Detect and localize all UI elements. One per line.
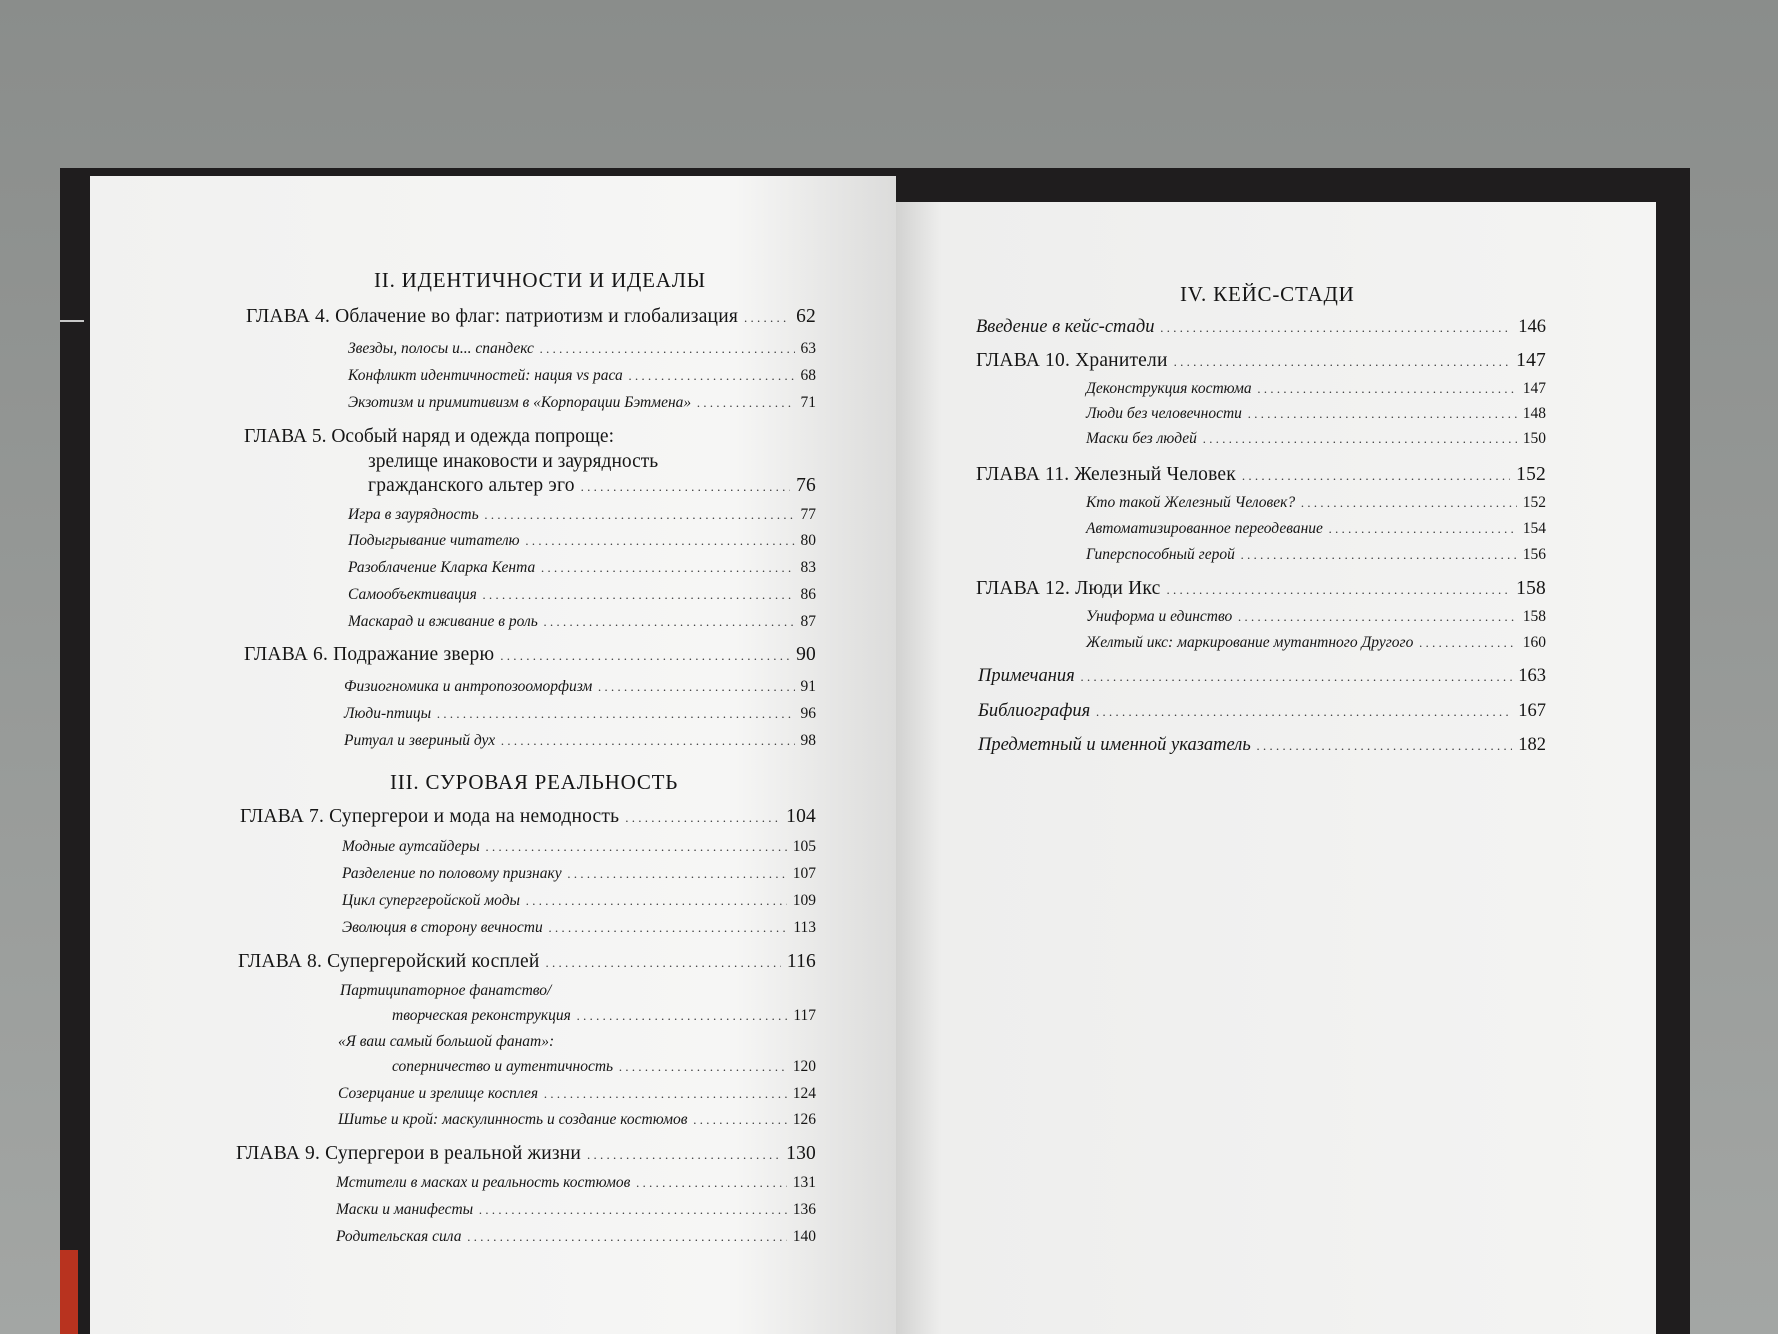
toc-subsection[interactable] xyxy=(392,1007,816,1025)
toc-page-number: 96 xyxy=(800,705,816,722)
toc-page-number: 152 xyxy=(1516,464,1546,485)
toc-subsection-line1[interactable]: «Я ваш самый большой фанат»: xyxy=(338,1033,555,1050)
toc-leader xyxy=(501,733,794,749)
toc-subsection[interactable] xyxy=(336,1174,816,1192)
toc-chapter-9[interactable] xyxy=(236,1143,816,1165)
section-title-iii: III. СУРОВАЯ РЕАЛЬНОСТЬ xyxy=(390,770,679,794)
toc-page-number: 150 xyxy=(1522,430,1546,447)
toc-leader xyxy=(1329,521,1517,537)
toc-chapter-6[interactable] xyxy=(244,644,816,666)
toc-label: ГЛАВА 8. Супергеройский косплей xyxy=(238,951,540,972)
toc-label: Подыгрывание читателю xyxy=(348,532,520,549)
toc-subsection[interactable] xyxy=(348,367,816,385)
toc-label: ГЛАВА 11. Железный Человек xyxy=(976,464,1236,485)
toc-label: Разоблачение Кларка Кента xyxy=(348,559,536,576)
toc-chapter-8[interactable] xyxy=(238,951,816,973)
toc-subsection[interactable] xyxy=(344,705,816,723)
book-spine-accent xyxy=(60,1250,78,1334)
toc-page-number: 152 xyxy=(1522,494,1546,511)
toc-page-number: 156 xyxy=(1522,546,1546,563)
toc-page-number: 80 xyxy=(800,532,816,549)
toc-subsection[interactable] xyxy=(336,1201,816,1219)
toc-page-number: 86 xyxy=(800,586,816,603)
toc-leader xyxy=(549,920,788,936)
toc-subsection[interactable] xyxy=(342,919,816,937)
toc-subsection[interactable] xyxy=(1086,608,1546,626)
toc-page-number: 163 xyxy=(1518,666,1546,686)
toc-bibliography[interactable] xyxy=(978,701,1546,722)
toc-leader xyxy=(479,1202,787,1218)
toc-leader xyxy=(1238,609,1516,625)
toc-label: Разделение по половому признаку xyxy=(342,865,562,882)
toc-label: ГЛАВА 12. Люди Икс xyxy=(976,578,1161,599)
toc-page-number: 77 xyxy=(800,506,816,523)
toc-leader xyxy=(636,1175,786,1191)
toc-leader xyxy=(526,893,787,909)
toc-page-number: 131 xyxy=(792,1174,816,1191)
toc-label: Маски и манифесты xyxy=(336,1201,474,1218)
toc-label: Самообъективация xyxy=(348,586,477,603)
toc-subsection[interactable] xyxy=(338,1111,816,1129)
toc-leader xyxy=(1258,381,1517,397)
toc-leader xyxy=(526,533,795,549)
toc-index[interactable] xyxy=(978,735,1546,756)
toc-label: Экзотизм и примитивизм в «Корпорации Бэтмена» xyxy=(348,394,692,411)
toc-page-number: 147 xyxy=(1516,350,1546,371)
toc-leader xyxy=(540,341,795,357)
toc-leader xyxy=(1160,320,1512,336)
toc-leader xyxy=(546,955,781,971)
toc-leader xyxy=(568,866,787,882)
toc-leader xyxy=(1241,547,1517,563)
toc-page-number: 71 xyxy=(800,394,816,411)
toc-label: Маскарад и вживание в роль xyxy=(348,613,538,630)
toc-page-number: 83 xyxy=(800,559,816,576)
toc-label: гражданского альтер эго xyxy=(368,475,575,496)
toc-leader xyxy=(544,614,795,630)
toc-leader xyxy=(486,839,787,855)
toc-page-number: 146 xyxy=(1518,317,1546,337)
toc-intro[interactable] xyxy=(976,317,1546,338)
toc-label: Кто такой Железный Человек? xyxy=(1086,494,1296,511)
toc-subsection[interactable] xyxy=(348,559,816,577)
toc-page-number: 154 xyxy=(1522,520,1546,537)
toc-page-number: 116 xyxy=(786,951,816,972)
toc-label: Предметный и именной указатель xyxy=(978,735,1251,755)
toc-page-number: 120 xyxy=(792,1058,816,1075)
toc-subsection[interactable] xyxy=(348,532,816,550)
toc-page-number: 160 xyxy=(1522,634,1546,651)
toc-leader xyxy=(1301,495,1517,511)
toc-subsection[interactable] xyxy=(1086,430,1546,448)
book-edge-strip xyxy=(60,320,84,322)
toc-leader xyxy=(1203,431,1517,447)
toc-page-number: 126 xyxy=(792,1111,816,1128)
toc-chapter-10[interactable] xyxy=(976,350,1546,372)
toc-leader xyxy=(629,368,795,384)
toc-page-number: 158 xyxy=(1522,608,1546,625)
toc-leader xyxy=(485,507,795,523)
toc-page-number: 167 xyxy=(1518,701,1546,721)
toc-subsection[interactable] xyxy=(342,892,816,910)
toc-page-number: 63 xyxy=(800,340,816,357)
toc-subsection[interactable] xyxy=(1086,494,1546,512)
toc-page-number: 130 xyxy=(786,1143,816,1164)
toc-page-number: 148 xyxy=(1522,405,1546,422)
toc-page-number: 136 xyxy=(792,1201,816,1218)
toc-leader xyxy=(1257,738,1512,754)
toc-label: соперничество и аутентичность xyxy=(392,1058,614,1075)
toc-label: творческая реконструкция xyxy=(392,1007,571,1024)
toc-page-number: 91 xyxy=(800,678,816,695)
toc-subsection[interactable] xyxy=(348,394,816,412)
toc-label: Примечания xyxy=(978,666,1075,686)
toc-subsection[interactable] xyxy=(348,340,816,358)
toc-page-number: 62 xyxy=(796,306,816,327)
toc-leader xyxy=(1096,704,1512,720)
toc-label: ГЛАВА 6. Подражание зверю xyxy=(244,644,495,665)
toc-subsection[interactable] xyxy=(1086,546,1546,564)
section-title-iv: IV. КЕЙС-СТАДИ xyxy=(1180,282,1355,306)
toc-label: Модные аутсайдеры xyxy=(342,838,480,855)
toc-leader xyxy=(625,810,780,826)
toc-leader xyxy=(697,395,794,411)
toc-page-number: 117 xyxy=(793,1007,816,1024)
toc-label: Игра в заурядность xyxy=(348,506,479,523)
toc-label: Конфликт идентичностей: нация vs раса xyxy=(348,367,623,384)
right-page xyxy=(896,202,1656,1334)
toc-label: Люди без человечности xyxy=(1086,405,1242,422)
toc-leader xyxy=(541,560,794,576)
toc-page-number: 90 xyxy=(796,644,816,665)
toc-label: Униформа и единство xyxy=(1086,608,1233,625)
toc-leader xyxy=(581,479,790,495)
toc-leader xyxy=(1166,582,1510,598)
toc-leader xyxy=(598,679,794,695)
toc-page-number: 158 xyxy=(1516,578,1546,599)
toc-chapter-5[interactable] xyxy=(368,475,816,497)
toc-page-number: 182 xyxy=(1518,735,1546,755)
toc-page-number: 98 xyxy=(800,732,816,749)
toc-label: ГЛАВА 4. Облачение во флаг: патриотизм и глобализация xyxy=(246,306,738,327)
toc-label: Цикл супергеройской моды xyxy=(342,892,521,909)
toc-page-number: 140 xyxy=(792,1228,816,1245)
toc-subsection[interactable] xyxy=(342,865,816,883)
toc-page-number: 109 xyxy=(792,892,816,909)
toc-chapter-7[interactable] xyxy=(240,806,816,828)
toc-page-number: 105 xyxy=(792,838,816,855)
toc-label: ГЛАВА 7. Супергерои и мода на немодность xyxy=(240,806,620,827)
toc-page-number: 68 xyxy=(800,367,816,384)
toc-leader xyxy=(1419,635,1516,651)
toc-leader xyxy=(744,310,790,326)
toc-leader xyxy=(619,1059,787,1075)
toc-page-number: 87 xyxy=(800,613,816,630)
toc-chapter-5-line1[interactable]: ГЛАВА 5. Особый наряд и одежда попроще: xyxy=(244,426,614,447)
left-page xyxy=(90,176,896,1334)
toc-leader xyxy=(587,1147,780,1163)
toc-subsection[interactable] xyxy=(344,732,816,750)
toc-subsection[interactable] xyxy=(1086,634,1546,652)
toc-label: Ритуал и звериный дух xyxy=(344,732,496,749)
toc-subsection[interactable] xyxy=(344,678,816,696)
toc-notes[interactable] xyxy=(978,666,1546,687)
toc-leader xyxy=(1174,354,1511,370)
toc-leader xyxy=(544,1086,787,1102)
toc-subsection[interactable] xyxy=(348,506,816,524)
toc-leader xyxy=(693,1112,786,1128)
toc-page-number: 113 xyxy=(793,919,816,936)
toc-subsection[interactable] xyxy=(336,1228,816,1246)
toc-subsection[interactable] xyxy=(1086,405,1546,423)
toc-chapter-12[interactable] xyxy=(976,578,1546,600)
toc-chapter-4[interactable] xyxy=(246,306,816,328)
toc-label: Желтый икс: маркирование мутантного Другого xyxy=(1086,634,1414,651)
toc-label: Физиогномика и антропозооморфизм xyxy=(344,678,593,695)
toc-subsection[interactable] xyxy=(348,586,816,604)
toc-label: Автоматизированное переодевание xyxy=(1086,520,1323,537)
toc-label: Шитье и крой: маскулинность и создание костюмов xyxy=(338,1111,688,1128)
toc-label: Люди-птицы xyxy=(344,705,432,722)
toc-leader xyxy=(500,648,790,664)
toc-leader xyxy=(1248,406,1517,422)
toc-label: Деконструкция костюма xyxy=(1086,380,1252,397)
toc-label: Маски без людей xyxy=(1086,430,1197,447)
section-title-ii: II. ИДЕНТИЧНОСТИ И ИДЕАЛЫ xyxy=(374,268,706,292)
toc-label: Эволюция в сторону вечности xyxy=(342,919,543,936)
toc-label: Библиография xyxy=(978,701,1091,721)
toc-label: Родительская сила xyxy=(336,1228,462,1245)
toc-chapter-5-line2[interactable]: зрелище инаковости и заурядность xyxy=(368,451,659,472)
toc-page-number: 76 xyxy=(796,475,816,496)
toc-label: Введение в кейс-стади xyxy=(976,317,1155,337)
toc-page-number: 107 xyxy=(792,865,816,882)
toc-leader xyxy=(483,587,795,603)
toc-subsection[interactable] xyxy=(1086,380,1546,398)
toc-subsection[interactable] xyxy=(338,1085,816,1103)
toc-page-number: 147 xyxy=(1522,380,1546,397)
toc-label: Мстители в масках и реальность костюмов xyxy=(336,1174,631,1191)
toc-subsection[interactable] xyxy=(348,613,816,631)
toc-subsection-line1[interactable]: Партиципаторное фанатство/ xyxy=(340,982,552,999)
toc-subsection[interactable] xyxy=(1086,520,1546,538)
toc-label: ГЛАВА 9. Супергерои в реальной жизни xyxy=(236,1143,582,1164)
toc-leader xyxy=(437,706,794,722)
toc-subsection[interactable] xyxy=(342,838,816,856)
toc-subsection[interactable] xyxy=(392,1058,816,1076)
toc-chapter-11[interactable] xyxy=(976,464,1546,486)
toc-leader xyxy=(467,1229,786,1245)
toc-page-number: 124 xyxy=(792,1085,816,1102)
toc-label: Звезды, полосы и... спандекс xyxy=(348,340,534,357)
toc-label: Созерцание и зрелище косплея xyxy=(338,1085,539,1102)
toc-label: Гиперспособный герой xyxy=(1086,546,1235,563)
toc-leader xyxy=(1242,468,1510,484)
toc-label: ГЛАВА 10. Хранители xyxy=(976,350,1168,371)
toc-leader xyxy=(577,1008,787,1024)
toc-page-number: 104 xyxy=(786,806,816,827)
toc-leader xyxy=(1081,669,1513,685)
